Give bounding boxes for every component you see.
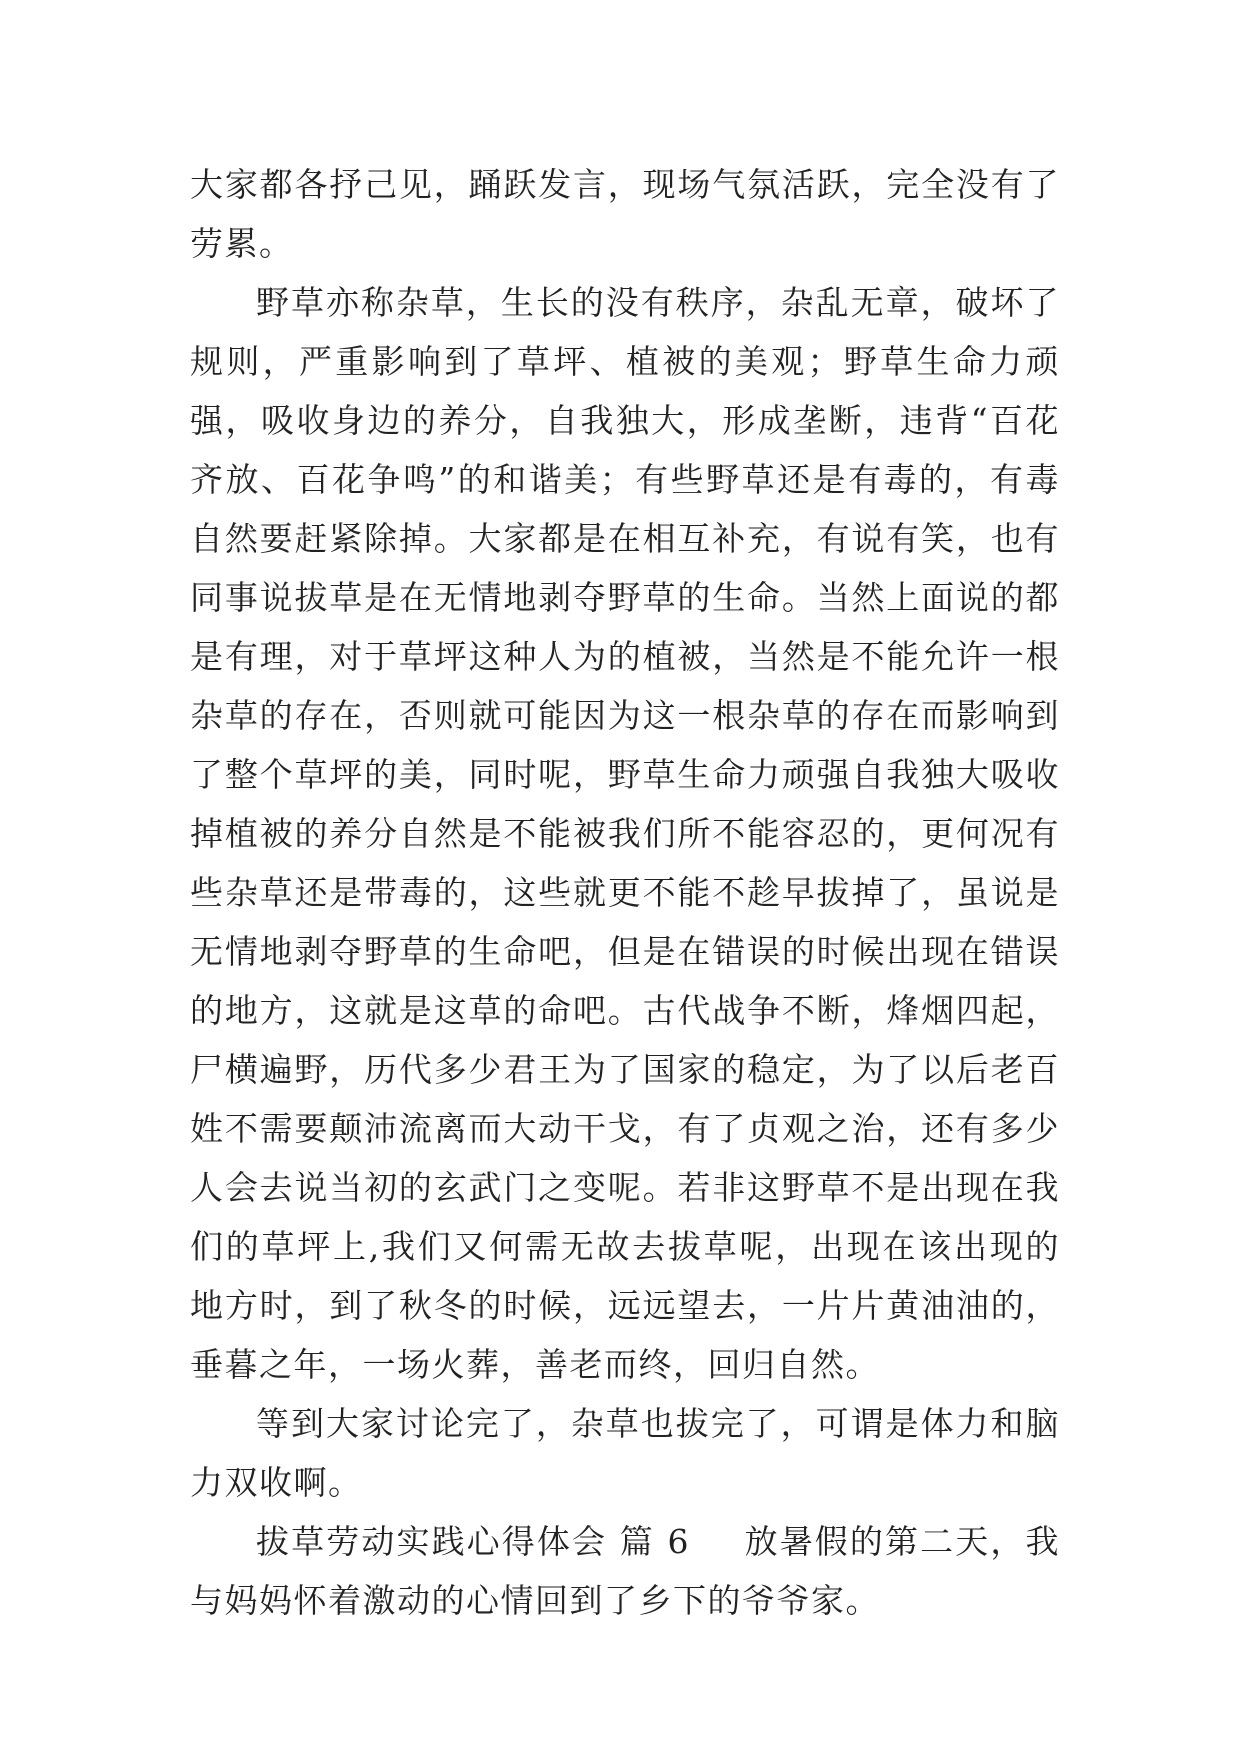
section-number: 篇 6 [619,1522,690,1561]
paragraph-1: 大家都各抒己见，踊跃发言，现场气氛活跃，完全没有了劳累。 [190,165,1060,263]
section-body: 放暑假的第二天，我与妈妈怀着激动的心情回到了乡下的爷爷家。 [190,1522,1060,1620]
section-heading: 拔草劳动实践心得体会 [256,1522,608,1561]
section-paragraph [190,1512,1060,1630]
paragraph-2: 野草亦称杂草，生长的没有秩序，杂乱无章，破坏了规则，严重影响到了草坪、植被的美观；野草生命力顽强，吸收身边的养分，自我独大，形成垄断，违背“百花齐放、百花争鸣”的和谐美；有些野草还是有毒的，有毒自然要赶紧除掉。大家都是在相互补充，有说有笑，也有同事说拔草是在无情地剥夺野草的生命。当然上面说的都是有理，对于草坪这种人为的植被，当然是不能允许一根杂草的存在，否则就可能因为这一根杂草的存在而影响到了整个草坪的美，同时呢，野草生命力顽强自我独大吸收掉植被的养分自然是不能被我们所不能容忍的，更何况有些杂草还是带毒的，这些就更不能不趁早拔掉了，虽说是无情地剥夺野草的生命吧，但是在错误的时候出现在错误的地方，这就是这草的命吧。古代战争不断，烽烟四起，尸横遍野，历代多少君王为了国家的稳定，为了以后老百姓不需要颠沛流离而大动干戈，有了贞观之治，还有多少人会去说当初的玄武门之变呢。若非这野草不是出现在我们的草坪上,我们又何需无故去拔草呢，出现在该出现的地方时，到了秋冬的时候，远远望去，一片片黄油油的，垂暮之年，一场火葬，善老而终，回归自然。 [190,283,1060,1384]
document-body [190,155,1060,1630]
paragraph-3: 等到大家讨论完了，杂草也拔完了，可谓是体力和脑力双收啊。 [190,1404,1060,1502]
